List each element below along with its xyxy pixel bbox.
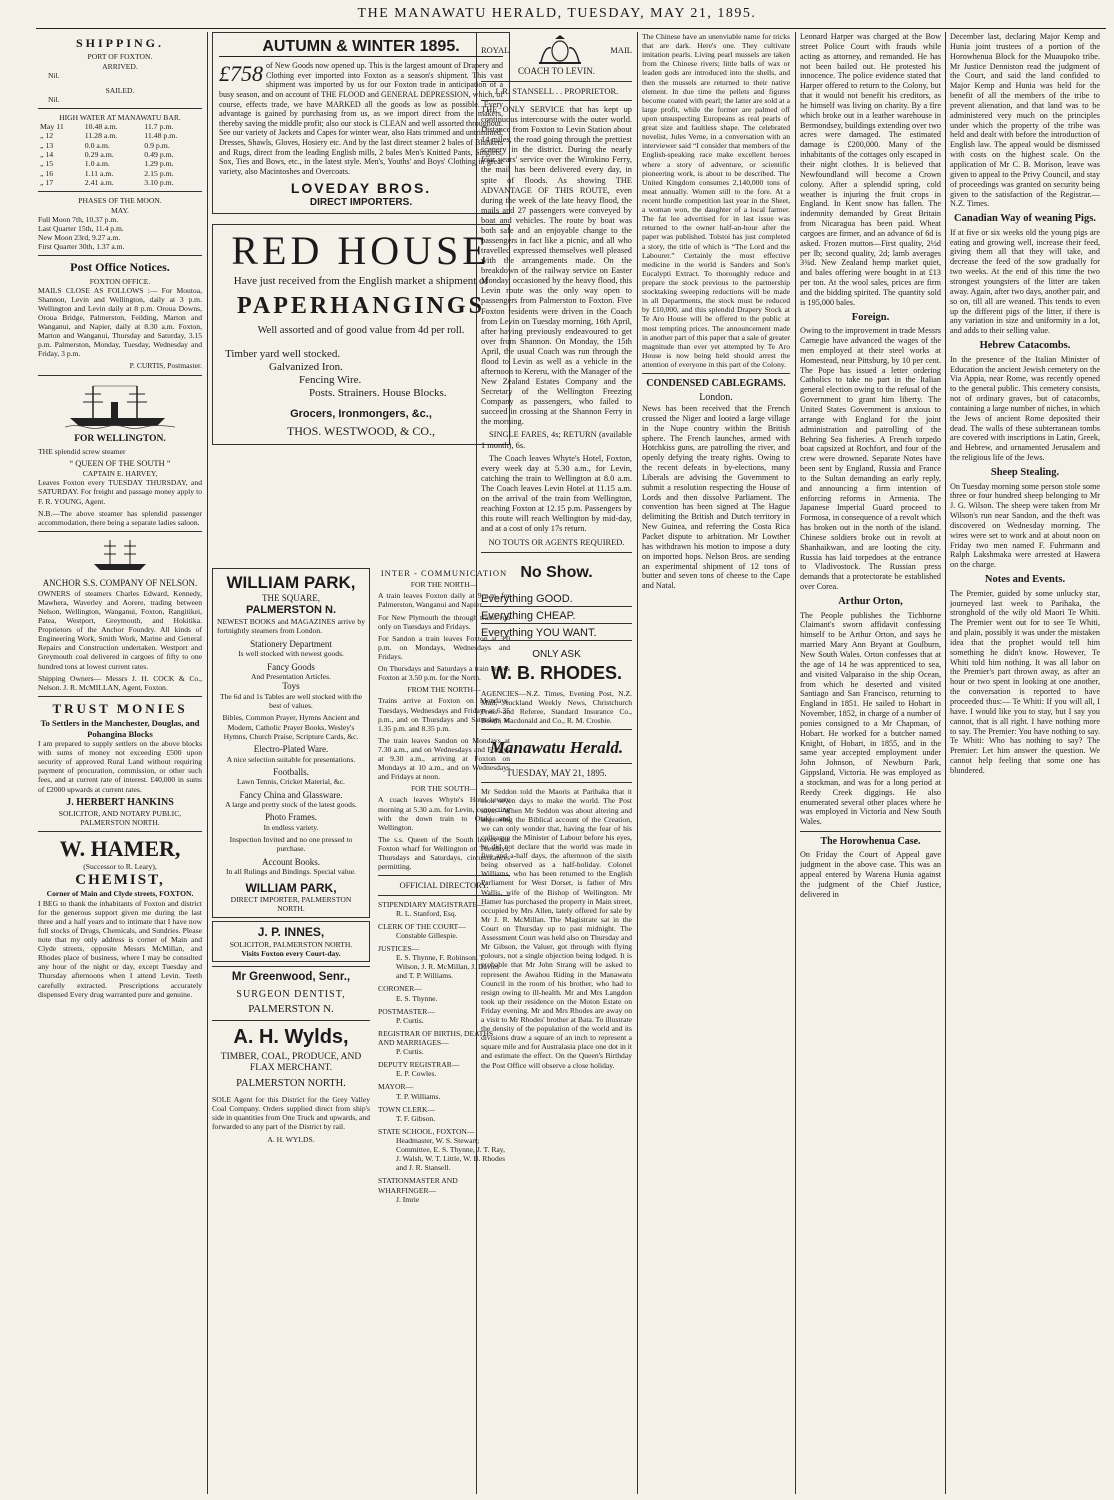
- park-electro: Electro-Plated Ware.: [253, 743, 329, 754]
- innes-visit: Visits Foxton every Court-day.: [241, 948, 341, 958]
- foreign-body: Owing to the improvement in trade Messrs Carnegie have advanced the wages of the men employed at their steel works at Homestead, near Pittsburg, by 10 per cent. The Pope has issued a letter ordering Catholics to take no part in the Italian general election owing to the refusal of the Government to grant him liberty. The United States Government is anxious to arrange with England for the joint administration and patrolling of the Behring Sea fisheries. A French torpedo boat capsized at Rochfort, and four of the crew were drowned. Separate Notes have been sent by England, Russia and France to the Sultan demanding an early reply, and announcing a firm intention of enforcing reforms in Armenia. The Japanese Imperial Guard proceed to Formosa, in consequence of a revolt which has broken out in the north of the island. Chinese soldiers broke out in revolt at Shanhaikwan, and are looting the city. Russia has laid torpedoes at the entrance to Vladivostock. The Russian press demands that a protectorate be established over Corea.: [800, 326, 941, 592]
- london-heading: London.: [699, 392, 733, 404]
- moon-heading: PHASES OF THE MOON.: [78, 196, 162, 206]
- park-account-body: In all Rulings and Bindings. Special value.: [226, 867, 356, 877]
- post-office-sub: FOXTON OFFICE.: [89, 276, 151, 286]
- park-bibles: Bibles, Common Prayer, Hymns Ancient and Modern, Catholic Prayer Books, Wesley's Hymns, Church Praise, Scripture Cards, &c.: [222, 713, 360, 741]
- park-footballs: Footballs.: [273, 766, 309, 777]
- coach-body-2: The Coach leaves Whyte's Hotel, Foxton, every week day at 5.30 a.m., for Levin, catching the train to Wellington at 8.0 a.m. The Coach leaves Levin Hotel at 11.15 a.m. on the arrival of the train from Wellington, reaching Foxton at 12.15 p.m. Passengers by this route will reach Wellington by mid-day, and at a cost of only 17s return.: [481, 453, 632, 534]
- hamer-chemist: CHEMIST,: [75, 872, 165, 889]
- column-2: [212, 32, 510, 1494]
- proprietor: J. R. STANSELL . . PROPRIETOR.: [494, 85, 619, 96]
- park2-heading: WILLIAM PARK,: [245, 880, 337, 895]
- trust-subheading: To Settlers in the Manchester, Douglas, and Pohangina Blocks: [40, 718, 200, 739]
- tide-date: „ 16: [40, 168, 54, 178]
- column-5: [800, 32, 941, 1494]
- park-news: NEWEST BOOKS and MAGAZINES arrive by fortnightly steamers from London.: [217, 617, 365, 636]
- innes-ad: [212, 921, 370, 962]
- sheep-heading: Sheep Stealing.: [990, 466, 1060, 478]
- autumn-heading: AUTUMN & WINTER 1895.: [219, 37, 503, 57]
- wellington-text: THE splendid screw steamer: [38, 446, 126, 456]
- agencies: AGENCIES—N.Z. Times, Evening Post, N.Z. Mail, Auckland Weekly News, Christchurch Press and Referee, Standard Insurance Co., Booth, Macdonald and Co., R. M. Crosbie.: [481, 688, 632, 726]
- tide-date: „ 12: [40, 131, 54, 141]
- mail-label: MAIL: [610, 44, 632, 55]
- paperhangings: PAPERHANGINGS: [237, 293, 485, 320]
- park-inspection: Inspection Invited and no one pressed to purchase.: [229, 835, 353, 854]
- post-office-signature: P. CURTIS, Postmaster.: [129, 361, 202, 371]
- grocers-line: Grocers, Ironmongers, &c.,: [290, 408, 432, 421]
- wellington-heading: FOR WELLINGTON.: [74, 433, 166, 444]
- park-toys: Toys: [282, 681, 300, 692]
- tide-date: „ 15: [40, 159, 54, 169]
- cablegrams-heading: CONDENSED CABLEGRAMS.: [646, 378, 786, 390]
- loveday-name: LOVEDAY BROS.: [290, 180, 432, 197]
- hamer-heading: W. HAMER,: [59, 835, 181, 861]
- orton-body: The People publishes the Tichborne Claimant's sworn affidavit confessing himself to be Arthur Orton, and says he married Mary Ann Bryant at Goulburn, New South Wales. Orton confesses that at the age of 14 he was apprenticed to sea, and visited Valparaiso in the ship Ocean, from which he deserted and visited Santiago and San Francisco, returning to England in 1851. He sailed to Hobart in November, 1852, in charge of a number of ponies consigned to a Mr Chapman, of Hobart. He worked for a butcher named Knight, of Hobart, in 1855, and in the same year accepted employment under John Johnson, of Newburn Park, Gippsland, Victoria. He was employed as a stockman, and was for a long period at Reedy Creek diggings. He also enumerated several other places where he was employed in Victoria and New South Wales.: [800, 610, 941, 827]
- everything-you-want: Everything YOU WANT.: [481, 627, 632, 641]
- tide-date: „ 14: [40, 150, 54, 160]
- post-office-heading: Post Office Notices.: [70, 260, 170, 275]
- pigs-heading: Canadian Way of weaning Pigs.: [954, 213, 1096, 225]
- timber-line: Timber yard well stocked.: [225, 347, 341, 360]
- divider: [38, 375, 202, 376]
- tide-table: [38, 122, 202, 187]
- tide-pm: 3.10 p.m.: [144, 178, 174, 188]
- wylds-signature: A. H. WYLDS.: [267, 1134, 315, 1144]
- column-rule: [945, 32, 946, 1494]
- park-toys-body: The 6d and 1s Tables are well stocked with the best of values.: [219, 692, 363, 711]
- only-ask: ONLY ASK: [532, 649, 581, 661]
- park-photo-body: In endless variety.: [263, 823, 319, 833]
- everything-good: Everything GOOD.: [481, 593, 632, 607]
- tide-pm: 2.15 p.m.: [144, 168, 174, 178]
- park-account: Account Books.: [262, 856, 320, 867]
- column-rule: [795, 32, 796, 1494]
- tide-heading: HIGH WATER AT MANAWATU BAR.: [59, 112, 181, 122]
- table-row: [38, 150, 202, 159]
- notes-heading: Notes and Events.: [984, 574, 1066, 586]
- table-row: [38, 141, 202, 150]
- local-news: Mr Seddon told the Maoris at Parihaka that it took seven days to make the world. The Post says:—When Mr Seddon was about altering and improving the Biblical account of the Creation, we can only wonder that, having the fear of his colleague the Minister of Labour before his eyes, he did not declare that the world was made in five and a-half days, the afternoon of the sixth being observed as a half-holiday. Colonel Williams, who has been returned to the English Parliament for West Dorset, is father of Mrs Wallis, wife of the Bishop of Wellington. Mr Hamer has purchased the property in Main street, occupied by Mrs Allen, lately offered for sale by Mr J. R. McMillan. The Magistrate sat in the Court on Thursday up to past midnight. The Assessment Court was held also on Thursday and Mr Gibson, the Valuer, got through with flying colours, not a single objection being lodged. It is probable that Mr John Strang will be asked to represent the Awahou Riding in the Manawatu Council in the room of his brother, who had to resign owing to ill-health. Mr and Mrs Langdon took up their residence on the Moton Estate on Friday evening. Mr and Mrs Rhodes are away on a visit to Mr Rhodes' brother at Bata. To illustrate the density of the population of the world and its divisions draw a square of an inch to represent a square mile and for Australasia place one dot in it and estimate the effect. On the Queen's Birthday the Post Office will observe a close holiday.: [481, 787, 632, 1070]
- red-house-sub: Have just received from the English market a shipment of: [233, 275, 489, 288]
- steamer-name: “ QUEEN OF THE SOUTH ”: [69, 459, 171, 469]
- fence-line: Fencing Wire.: [299, 374, 362, 387]
- notes-body: The Premier, guided by some unlucky star, journeyed last week to Parihaka, the stronghold of the wily old Maori Te Whiti. The Premier went out for to see Te Whiti, and plain, possibly it was under the mistaken idea that the prophet would tell him something he didn't know. However, Te Whiti told him nothing. It was all labor on the Premier's part thrown away, as after an hour or two spent in looking at one another, the conversation is reported to have proceeded thus:— Te Whiti: If you will all, I have. I would like you to stay, but I say you cannot, that is all right. I have nothing more to say. The Premier: You have nothing to say. Te Whiti: Who has nothing to say? The Premier: Let him answer the question. We cannot help feeling that some one has blundered.: [950, 588, 1100, 775]
- westwood-name: THOS. WESTWOOD, & CO.,: [286, 423, 436, 438]
- tide-date: „ 17: [40, 178, 54, 188]
- wylds-heading: A. H. Wylds,: [233, 1025, 349, 1048]
- royal-mail-header: [481, 34, 632, 66]
- divider: [38, 191, 202, 192]
- tide-am: 1.11 a.m.: [84, 168, 114, 178]
- divider: [481, 552, 632, 553]
- horowhenua-body: On Friday the Court of Appeal gave judgment in the above case. This was an appeal entered by Warena Hunia against the judgment of the Chief Justice, delivered in: [800, 850, 941, 899]
- innes-heading: J. P. INNES,: [257, 925, 325, 940]
- post-office-text: MAILS CLOSE AS FOLLOWS :— For Moutoa, Shannon, Levin and Wellington, daily at 3 p.m. Wellington and Levin daily at 8 p.m. Oroua Downs, Oroua Bridge, Palmerston, Feilding, Marton and Wanganui, and Napier, daily at 8.30 a.m. Foxton, Marton and Wanganui, Thursday and Saturday, 3.15 p.m. Palmerston, Monday, Tuesday, Wednesday and Friday, 3 p.m.: [38, 285, 202, 359]
- greenwood-heading: Mr Greenwood, Senr.,: [231, 970, 351, 983]
- wellington-note: N.B.—The above steamer has splendid passenger accommodation, there being a separate ladies saloon.: [38, 508, 202, 527]
- hebrew-heading: Hebrew Catacombs.: [979, 340, 1071, 352]
- wylds-body: SOLE Agent for this District for the Grey Valley Coal Company. Orders supplied direct from ship's side in quantities from One Truck and upwards, and forwarded to any part of the District by rail.: [212, 1095, 370, 1132]
- tide-pm: 1.29 p.m.: [144, 159, 174, 169]
- moon-phase: Full Moon 7th, 10.37 p.m.: [38, 214, 119, 224]
- table-row: [38, 169, 202, 178]
- tide-am: 11.28 a.m.: [84, 131, 118, 141]
- tide-am: 10.48 a.m.: [84, 122, 118, 132]
- greenwood-town: PALMERSTON N.: [248, 1002, 334, 1015]
- column-6-top: December last, declaring Major Kemp and Hunia joint trustees of a portion of the Horowhenua Block for the Muaupoko tribe. Mr Justice Denniston read the judgment of the Court, and said the land confided to Major Kemp and Hunia was held for the benefit of all the members of the tribe to prevent alienation, and that land was to be administered very much on the principles under which the property of the tribe was held and dealt with before the introduction of English law. The appeal would be dismissed with costs on the highest scale. On the application of Mr C. B. Morison, leave was given to appeal to the Privy Council, and stay of proceedings was granted on security being given to the satisfaction of the Registrar.—N.Z. Times.: [950, 32, 1100, 209]
- trust-heading: TRUST MONIES: [52, 700, 188, 716]
- masthead-rule: [36, 28, 1106, 29]
- park2-sub: DIRECT IMPORTER, PALMERSTON NORTH.: [230, 894, 352, 913]
- park-square: THE SQUARE,: [262, 593, 320, 604]
- column-rule: [637, 32, 638, 1494]
- herald-nameplate: Manawatu Herald.: [489, 738, 624, 758]
- hankins-heading: J. HERBERT HANKINS: [66, 796, 174, 808]
- hamer-successor: (Successor to R. Leary),: [83, 862, 157, 872]
- sheep-body: On Tuesday morning some person stole some three or four hundred sheep belonging to Mr J. G. Wilson. The sheep were taken from Mr Wilson's run near Sandon, and the theft was discovered on Wednesday morning. The wires were set to work and at about noon on Friday two men named F. Fuhrmann and Ralph Lakshmaka were arrested at Hawera on the charge.: [950, 481, 1100, 570]
- column-5-top: Leonard Harper was charged at the Bow street Police Court with frauds while acting as attorney, and remanded. He has not been bailed out. He protested his innocence. The police evidence stated that Harper offered to return to the Colony, but that it would not benefit his creditors, as he himself was living on charity. By a fire which broke out in a leather warehouse in Bermondsey, buildings extending over two acres were damaged. The estimated damage is £200,000. Many of the inhabitants of the cottages only escaped in their night clothes. It is believed that Newfoundland will become a Crown colony. After a splendid spring, cold weather is injuring the fruit crops in England. In Kent snow has fallen. The indemnity demanded by Great Britain from Nicaragua has been paid. Wheat cargoes are firmer, and an advance of 6d is asked. Frozen mutton—First quality, 2½d per lb; second quality, 2d; lamb averages 3¾d. New Zealand hemp market quiet, and bales offering were bought in at £13 per ton. At the wool sales, prices are firm and the bidding spirited. The quantity sold is 195,000 bales.: [800, 32, 941, 307]
- divider: [38, 696, 202, 697]
- tide-am: 2.41 a.m.: [84, 178, 114, 188]
- divider: [38, 531, 202, 532]
- tide-pm: 0.9 p.m.: [144, 140, 170, 150]
- herald-date: TUESDAY, MAY 21, 1895.: [506, 767, 607, 778]
- column-3: [481, 32, 632, 1494]
- posts-line: Posts. Strainers. House Blocks.: [309, 387, 447, 400]
- divider: [642, 373, 790, 374]
- divider: [38, 255, 202, 256]
- hankins-sub: SOLICITOR, AND NOTARY PUBLIC, PALMERSTON NORTH.: [58, 808, 182, 827]
- innes-sub: SOLICITOR, PALMERSTON NORTH.: [229, 939, 353, 949]
- park-electro-body: A nice selection suitable for presentations.: [226, 754, 356, 764]
- foreign-heading: Foreign.: [851, 311, 890, 323]
- park-lawn: Lawn Tennis, Cricket Material, &c.: [237, 777, 345, 787]
- sailed-label: SAILED.: [105, 85, 135, 95]
- red-house-ad: [212, 224, 510, 445]
- autumn-amount: £758: [219, 61, 263, 87]
- port-label: PORT OF FOXTON.: [87, 52, 153, 62]
- divider: [212, 1020, 370, 1021]
- horowhenua-heading: The Horowhenua Case.: [820, 836, 921, 848]
- divider: [481, 729, 632, 730]
- coach-fares: SINGLE FARES, 4s; RETURN (available 1 month), 6s.: [481, 430, 632, 450]
- touts-notice: NO TOUTS OR AGENTS REQUIRED.: [488, 538, 625, 548]
- column-1: [38, 32, 202, 1494]
- divider: [212, 966, 370, 967]
- table-row: [38, 159, 202, 168]
- anchor-body: OWNERS of steamers Charles Edward, Kennedy, Mawhera, Waverley and Aorere, trading between Nelson, Wellington, Wanganui, Foxton, Rangitikei, Patea, Westport, Greymouth, and Hokitika. Proprietors of the Anchor Foundry. All kinds of Engineering Work, Smith Work, Marine and General Repairs and Construction undertaken. Westport and Greymouth coal delivered in cargoes of fifty to one hundred tons at lowest current rates.: [38, 588, 202, 671]
- column-4-top: The Chinese have an unenviable name for tricks that are dark. Here's one. They cultivate imitation pearls. Living pearl mussels are taken from the Chinese rivers; little balls of wax or leaden gods are introduced into the shells, and then the mussels are returned to their native element. In due time the pellets and figures become coated with pearl; the latter are sold at a large profit, while the former are palmed off upon unsuspecting Europeans as real pearls of great size and faultless shape. The celebrated novelist, Jules Verne, in a conversation with an interviewer said “I consider that members of the English-speaking race make excellent heroes where a story of adventure, or scientific pioneering work, is about to be described. The United Kingdom consumes 2,140,000 tons of meat annually. Women still to the fore. At a recent hurdle competition last year in the Sheet, a woman won, the daughter of a local farmer. The fat lee advertised for in last issue was returned to the owner half-an-hour after the paper was published. Tolstoi has just completed a story, the title of which is “The Lord and the Labourer.” Certainly the most effective medicine in the world is Sanders and Son's Eucalypti Extract. To thoroughly reduce and prepare the stock previous to the partnership stocktaking sweeping reductions will be made in all Departments, the stock must be reduced by £10,000, and this splendid Drapery Stock at Te Aro House will be offered to the public at most tempting prices. The announcement made in another part of this paper that a sale of greater magnitude than ever yet attempted by Te Aro House is now being held should arrest the attention of everyone in this part of the Colony.: [642, 32, 790, 369]
- divider: [38, 831, 202, 832]
- paperhangings-sub: Well assorted and of good value from 4d per roll.: [257, 325, 465, 337]
- table-row: [38, 178, 202, 187]
- tide-pm: 11.7 p.m.: [144, 122, 174, 132]
- captain-name: CAPTAIN E. HARVEY,: [82, 469, 158, 479]
- cablegrams-body: News has been received that the French crossed the Niger and looted a large village in the Nupe country within the British sphere. The French launches, armed with Hotchkiss guns, are patrolling the river, and openly defying the treaty rights. Owing to the recent defeats in by-elections, many Liberals are advising the Government to submit a resolution respecting the House of Lords and then dissolve Parliament. The convention has been signed at The Hague delimiting the British and Dutch territory in New Guinea, and referring the Costa Rica Packet dispute to arbitration. Mr Lowther has withdrawn his motion to impose a duty on imported hops. Nelson Bros. are sending an experimental shipment of 12 tons of butter and seven tons of cheese to the Cape and Natal.: [642, 404, 790, 591]
- hamer-body: I BEG to thank the inhabitants of Foxton and district for the generous support given me during the last three and a half years and to intimate that I have now full stocks of Drugs, Chemicals, and Sundries. Please note that my only address is corner of Main and Clyde streets, opposite Messrs McMillan, and Rhodes place of business, where I may be consulted any hour of the night or day, except Tuesday and Thursday afternoons when I attend Levin. Teeth carefully extracted. Prescriptions accurately dispensed Every drug warranted pure and genuine.: [38, 898, 202, 999]
- wylds-town: PALMERSTON NORTH.: [236, 1078, 346, 1090]
- wylds-sub: TIMBER, COAL, PRODUCE, AND FLAX MERCHANT.: [220, 1051, 362, 1074]
- divider: [800, 831, 941, 832]
- moon-month: MAY.: [111, 205, 129, 215]
- pigs-body: If at five or six weeks old the young pigs are eating and growing well, increase their feed, giving them all that they will take, and decrease the feed of the sow gradually for two weeks. At the end of this time the two strongest youngsters of the litter are taken away. Again, after two days, another pair, and so on, till all are weaned. This tends to even up the different pigs of the litter, if there is any variation in size and uniformity in a lot, and adds to their selling value.: [950, 227, 1100, 336]
- tide-am: 1.0 a.m.: [84, 159, 110, 169]
- intercommunication-block: INTER - COMMUNICATION FOR THE NORTH— A train leaves Foxton daily at 9 a.m. for Palmerston, Wanganui and Napier. For New Plymouth the through trains run only on Tuesdays and Fridays. For Sandon a train leaves Foxton at 3.0 p.m. on Mondays, Wednesdays and Fridays. On Thursdays and Saturdays a train leaves Foxton at 3.50 p.m. for the North. FROM THE NORTH— Trains arrive at Foxton on Mondays, Tuesdays, Wednesdays and Fridays at 6.35 p.m., and on Thursdays and Saturdays at 1.35 p.m. and 8.35 p.m. The train leaves Sandon on Mondays at 7.30 a.m., and on Wednesdays and Fridays at 9.30 a.m., arriving at Foxton on Mondays at 10 a.m., and on Wednesdays and Fridays at noon. FOR THE SOUTH— A coach leaves Whyte's Hotel every morning at 5.30 a.m. for Levin, connecting with the down train to Otaki and Wellington. The s.s. Queen of the South leaves the Foxton wharf for Wellington on Tuesdays, Thursdays and Saturdays, circumstances permitting. OFFICIAL DIRECTORY. STIPENDIARY MAGISTRATE— R. L. Stanford, Esq. CLERK OF THE COURT— Constable Gillespie. JUSTICES— E. S. Thynne, F. Robinson, T. Wilson, J. R. McMillan, J. Davies and T. P. Williams. CORONER— E. S. Thynne. POSTMASTER— P. Curtis. REGISTRAR OF BIRTHS, DEATHS AND MARRIAGES— P. Curtis. DEPUTY REGISTRAR— E. P. Cowles. MAYOR— T. P. Williams. TOWN CLERK— T. F. Gibson. STATE SCHOOL, FOXTON— Headmaster, W. S. Stewart; Committee, E. S. Thynne, J. T. Ray, J. Walsh, W. T. Little, W. B. Rhodes and J. R. Stansell. STATIONMASTER AND WHARFINGER— J. Imrie: [378, 568, 510, 1204]
- divider: [481, 100, 632, 101]
- divider: [481, 782, 632, 783]
- everything-cheap: Everything CHEAP.: [481, 610, 632, 624]
- tide-am: 0.0 a.m.: [84, 140, 110, 150]
- divider: [481, 763, 632, 764]
- table-row: [38, 131, 202, 140]
- tide-am: 0.29 a.m.: [84, 150, 114, 160]
- shipping-heading: SHIPPING.: [75, 36, 164, 50]
- red-house-heading: RED HOUSE: [231, 228, 491, 274]
- column-rule: [207, 32, 208, 1494]
- anchor-heading: ANCHOR S.S. COMPANY OF NELSON.: [42, 577, 198, 588]
- park-stationery-body: Is well stocked with newest goods.: [238, 649, 344, 659]
- sailed-value: Nil.: [48, 94, 60, 104]
- steamship-icon: [65, 380, 175, 430]
- park-china-body: A large and pretty stock of the latest goods.: [225, 800, 357, 810]
- wellington-body: Leaves Foxton every TUESDAY THURSDAY, and SATURDAY. For freight and passage money apply to F. R. YOUNG, Agent.: [38, 478, 202, 506]
- park-ad: [212, 568, 370, 1144]
- orton-heading: Arthur Orton,: [838, 596, 903, 607]
- coach-heading: COACH TO LEVIN.: [518, 66, 595, 76]
- rhodes-name: W. B. RHODES.: [490, 663, 622, 684]
- page-masthead: THE MANAWATU HERALD, TUESDAY, MAY 21, 1895.: [357, 6, 757, 21]
- column-4: [642, 32, 790, 1494]
- park-fancy-body: And Presentation Articles.: [251, 672, 331, 682]
- park-stationery: Stationery Department: [250, 638, 332, 649]
- park-photo: Photo Frames.: [264, 812, 317, 823]
- park-fancy: Fancy Goods: [267, 661, 315, 672]
- divider: [481, 81, 632, 82]
- iron-line: Galvanized Iron.: [269, 360, 343, 373]
- royal-crest-icon: [537, 34, 583, 66]
- autumn-ad: [212, 32, 510, 214]
- tide-pm: 11.48 p.m.: [144, 131, 178, 141]
- autumn-body: of New Goods now opened up. This is the largest amount of Drapery and Clothing ever imported into Foxton as a season's shipment. This vast shipment was imported by us for our Foxton trade in anticipation of a busy season, and on account of THE FLOOD and GENERAL DEPRESSION, which, of course, effects trade, we have MARKED all the goods as low as possible. Every advantage is gained by purchasing from us, as we import direct from the makers, thereby saving the middle profit; also our stock is CLEAN and well assorted throughout. See our variety of Jackets and Capes for winter wear, also Hats trimmed and untrimmed, Dresses, Shawls, Gloves, Hosiery etc. And by the last direct steamer 2 bales of Blankets and Rugs, direct from the leading English mills, 2 bales Men's Knitted Pants, Singlets, Sox, Ties and Bows, etc., in the latest style. Men's, Youths' and Boys' Clothing in great variety, also Macintoshes and Overcoats.: [219, 61, 503, 176]
- hebrew-body: In the presence of the Italian Minister of Education the ancient Jewish cemetery on the Via Appia, near Rome, was recently opened to the general public. This cemetery consists, not of ordinary graves, but of catacombs, containing a large number of niches, in which the Jews of ancient Rome deposited their dead. The walls of these subterranean tombs are covered with inscriptions in Latin, Greek, and Hebrew, and ornamented Jerusalem and the religious life of the Jews.: [950, 354, 1100, 463]
- column-6: [950, 32, 1100, 1494]
- tide-pm: 0.49 p.m.: [144, 150, 174, 160]
- moon-phase: New Moon 23rd, 9.27 a.m.: [38, 232, 121, 242]
- moon-phase: First Quarter 30th, 1.37 a.m.: [38, 242, 125, 251]
- greenwood-sub: SURGEON DENTIST,: [236, 988, 346, 1000]
- coach-body: THE ONLY SERVICE that has kept up continuous intercourse with the outer world. Distance from Foxton to Levin Station about 14 miles, the road going through the prettiest scenery in the district. During the nearly four years' service over the Wirokino Ferry, the mail has been delivered every day, in spite of floods. As showing THE ADVANTAGE OF THIS ROUTE, even during the week of the late heavy flood, the mails and 27 passengers were conveyed by boat and vehicles. The route by boat was both safe and an enjoyable change to the passengers in fact like a picnic, and all who travelled expressed themselves well pleased with the arrangements made. On the breakdown of the railway service on Easter Monday, occasioned by the heavy flood, this Levin route was the only way open to passengers from Palmerston to Foxton. Five Foxton residents were driven in the Coach from Levin on Tuesday morning, 16th April, after having previously endeavoured to get over from Shannon. On Monday, the 15th April, the usual Coach was run through the flood to Levin as well as a vehicle in the afternoon to Kereru, with the Manager of the New Zealand Estates Company and the Secretary of the Wellington Freezing Company as passengers, who failed to succeed in crossing at the Shannon Ferry in the morning.: [481, 104, 632, 427]
- tide-date: May 11: [40, 122, 64, 132]
- anchor-ship-icon: [90, 536, 150, 574]
- tide-date: „ 13: [40, 140, 54, 150]
- moon-phase: Last Quarter 15th, 11.4 p.m.: [38, 223, 124, 233]
- royal-label: ROYAL: [481, 44, 510, 55]
- anchor-owners: Shipping Owners— Messrs J. H. COCK & Co., Nelson. J. R. McMILLAN, Agent, Foxton.: [38, 673, 202, 692]
- arrived-label: ARRIVED.: [102, 61, 138, 71]
- hamer-address: Corner of Main and Clyde streets, FOXTON.: [46, 889, 194, 899]
- park-town: PALMERSTON N.: [245, 604, 337, 617]
- trust-body: I am prepared to supply settlers on the above blocks with sums of money not exceeding £500 upon security of approved Rural Land without requiring payment of procuration, commission, or other such fees, and at current rate of interest. £40,000 in sums of £2000 upwards at current rates.: [38, 739, 202, 794]
- divider: [38, 108, 202, 109]
- arrived-value: Nil.: [48, 70, 60, 80]
- park-heading: WILLIAM PARK,: [226, 573, 356, 592]
- table-row: [38, 122, 202, 131]
- park-china: Fancy China and Glassware.: [239, 789, 343, 800]
- no-show-heading: No Show.: [520, 564, 593, 582]
- loveday-sub: DIRECT IMPORTERS.: [309, 197, 413, 209]
